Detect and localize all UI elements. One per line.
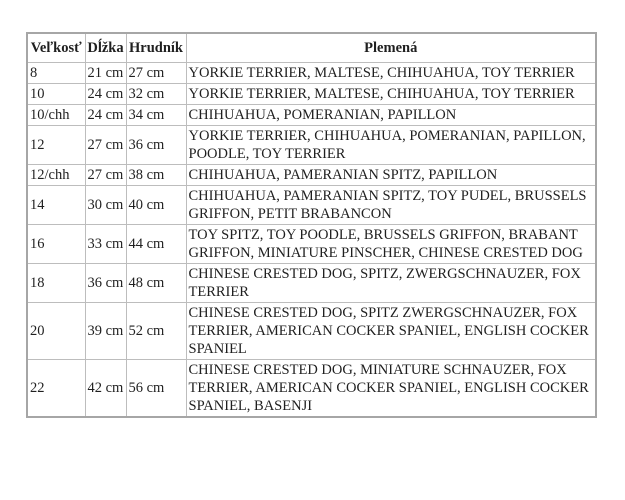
cell-length: 33 cm (85, 225, 126, 264)
cell-breeds: CHIHUAHUA, POMERANIAN, PAPILLON (186, 105, 596, 126)
cell-chest: 36 cm (126, 126, 186, 165)
table-row (27, 126, 596, 165)
dog-sizes-table (26, 32, 597, 418)
cell-size: 22 (27, 360, 85, 418)
cell-length: 27 cm (85, 165, 126, 186)
cell-size: 10 (27, 84, 85, 105)
cell-length: 24 cm (85, 105, 126, 126)
cell-breeds: CHINESE CRESTED DOG, SPITZ, ZWERGSCHNAUZER, FOX TERRIER (186, 264, 596, 303)
cell-breeds: CHINESE CRESTED DOG, MINIATURE SCHNAUZER, FOX TERRIER, AMERICAN COCKER SPANIEL, ENGLISH COCKER SPANIEL, BASENJI (186, 360, 596, 418)
table-row (27, 165, 596, 186)
table-row (27, 186, 596, 225)
cell-chest: 48 cm (126, 264, 186, 303)
table-row (27, 303, 596, 360)
table-header (27, 33, 596, 63)
cell-chest: 56 cm (126, 360, 186, 418)
cell-length: 36 cm (85, 264, 126, 303)
cell-length: 39 cm (85, 303, 126, 360)
cell-breeds: CHIHUAHUA, PAMERANIAN SPITZ, TOY PUDEL, BRUSSELS GRIFFON, PETIT BRABANCON (186, 186, 596, 225)
cell-chest: 44 cm (126, 225, 186, 264)
cell-size: 10/chh (27, 105, 85, 126)
cell-length: 27 cm (85, 126, 126, 165)
table-row (27, 360, 596, 418)
cell-size: 14 (27, 186, 85, 225)
cell-breeds: CHIHUAHUA, PAMERANIAN SPITZ, PAPILLON (186, 165, 596, 186)
cell-size: 8 (27, 63, 85, 84)
cell-chest: 52 cm (126, 303, 186, 360)
col-header-length: Dĺžka (85, 33, 126, 63)
table-row (27, 225, 596, 264)
cell-size: 16 (27, 225, 85, 264)
col-header-size: Veľkosť (27, 33, 85, 63)
table-body (27, 63, 596, 418)
cell-size: 20 (27, 303, 85, 360)
cell-size: 18 (27, 264, 85, 303)
cell-length: 21 cm (85, 63, 126, 84)
cell-chest: 40 cm (126, 186, 186, 225)
table-row (27, 264, 596, 303)
cell-chest: 34 cm (126, 105, 186, 126)
cell-length: 42 cm (85, 360, 126, 418)
size-chart-container (26, 32, 597, 418)
cell-chest: 32 cm (126, 84, 186, 105)
cell-chest: 27 cm (126, 63, 186, 84)
cell-chest: 38 cm (126, 165, 186, 186)
cell-breeds: YORKIE TERRIER, CHIHUAHUA, POMERANIAN, PAPILLON, POODLE, TOY TERRIER (186, 126, 596, 165)
col-header-chest: Hrudník (126, 33, 186, 63)
cell-breeds: YORKIE TERRIER, MALTESE, CHIHUAHUA, TOY TERRIER (186, 63, 596, 84)
cell-size: 12/chh (27, 165, 85, 186)
cell-breeds: CHINESE CRESTED DOG, SPITZ ZWERGSCHNAUZER, FOX TERRIER, AMERICAN COCKER SPANIEL, ENGLISH COCKER SPANIEL (186, 303, 596, 360)
header-row (27, 33, 596, 63)
col-header-breeds: Plemená (186, 33, 596, 63)
table-row (27, 105, 596, 126)
cell-breeds: YORKIE TERRIER, MALTESE, CHIHUAHUA, TOY TERRIER (186, 84, 596, 105)
table-row (27, 84, 596, 105)
cell-breeds: TOY SPITZ, TOY POODLE, BRUSSELS GRIFFON, BRABANT GRIFFON, MINIATURE PINSCHER, CHINESE CRESTED DOG (186, 225, 596, 264)
cell-length: 30 cm (85, 186, 126, 225)
cell-length: 24 cm (85, 84, 126, 105)
table-row (27, 63, 596, 84)
cell-size: 12 (27, 126, 85, 165)
